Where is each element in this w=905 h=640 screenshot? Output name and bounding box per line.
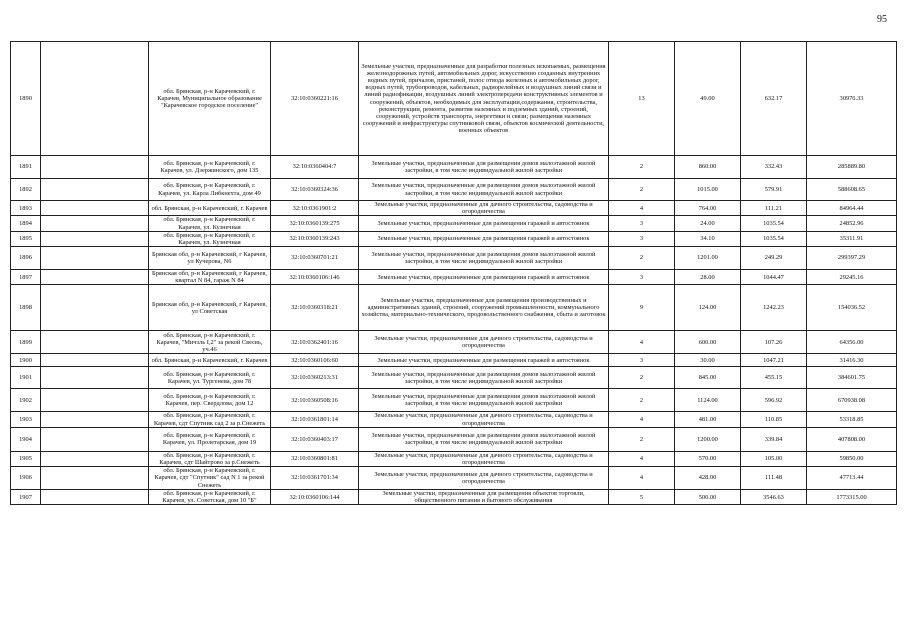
address-cell: обл. Брянская, р-н Карачевский, г. Карачев <box>149 201 271 216</box>
cadastral-value-cell: 154036.52 <box>807 285 897 331</box>
unit-value-cell: 1035.54 <box>741 216 807 231</box>
table-row <box>11 201 897 216</box>
group-cell: 3 <box>609 270 675 285</box>
unit-value-cell: 339.84 <box>741 427 807 451</box>
address-cell: обл. Брянская, р-н Карачевский, г. Карачев, ул. Пролетарская, дом 19 <box>149 427 271 451</box>
cadastral-value-cell: 285889.80 <box>807 156 897 179</box>
address-cell: обл. Брянская, р-н Карачевский, г. Карачев, "Мичзль I,2" за рекой Свесвь, уч.46 <box>149 331 271 354</box>
group-cell: 4 <box>609 331 675 354</box>
address-cell: обл. Брянская, р-н Карачевский, г. Карачев, ул. Кузнечная <box>149 231 271 246</box>
cadastral-number-cell: 32:10:0360324:36 <box>271 179 359 201</box>
table-row <box>11 231 897 246</box>
group-cell: 2 <box>609 179 675 201</box>
cadastral-value-cell: 588608.65 <box>807 179 897 201</box>
address-cell: обл. Брянская, р-н Карачевский, г. Карачев, сдт "Спутник" сад N 1 за рекой Снежеть <box>149 467 271 490</box>
land-use-cell: Земельные участки, предназначенные для дачного строительства, садоводства и огородничества <box>359 467 609 490</box>
empty-cell <box>41 490 149 505</box>
table-row <box>11 331 897 354</box>
address-cell: обл. Брянская, р-н Карачевский, г. Карачев, ул. Тургенева, дом 78 <box>149 367 271 389</box>
row-number: 1891 <box>11 156 41 179</box>
empty-cell <box>41 367 149 389</box>
area-cell: 1200.00 <box>675 427 741 451</box>
cadastral-number-cell: 32:10:0360801:81 <box>271 451 359 466</box>
empty-cell <box>41 412 149 427</box>
cadastral-number-cell: 32:10:0360318:21 <box>271 285 359 331</box>
row-number: 1893 <box>11 201 41 216</box>
address-cell: обл. Брянская, р-н Карачевский, г. Карачев, сдт Спутник сад 2 за р.Снежеть <box>149 412 271 427</box>
empty-cell <box>41 179 149 201</box>
empty-cell <box>41 285 149 331</box>
address-cell: обл. Брянская, р-н Карачевский, г. Карачев, ул. Советская, дом 10 "Б" <box>149 490 271 505</box>
address-cell: обл. Брянская, р-н Карачевский, г. Карачев, пер. Свердлова, дом 12 <box>149 389 271 412</box>
table-row <box>11 389 897 412</box>
address-cell: обл. Брянская, р-н Карачевский, г. Карачев, ул. Дзержинского, дом 135 <box>149 156 271 179</box>
row-number: 1892 <box>11 179 41 201</box>
cadastral-value-cell: 64356.00 <box>807 331 897 354</box>
row-number: 1903 <box>11 412 41 427</box>
cadastral-number-cell: 32:10:0360701:21 <box>271 247 359 270</box>
address-cell: обл. Брянская, р-н Карачевский, г. Карачев, Муниципальное образование "Карачевское городское поселение" <box>149 42 271 156</box>
cadastral-value-cell: 24852.96 <box>807 216 897 231</box>
unit-value-cell: 3546.63 <box>741 490 807 505</box>
cadastral-number-cell: 32:10:0360139:275 <box>271 216 359 231</box>
cadastral-value-cell: 31416.30 <box>807 354 897 367</box>
address-cell: обл. Брянская, р-н Карачевский, г. Карачев, ул. Карла Либкнехта, дом 49 <box>149 179 271 201</box>
row-number: 1898 <box>11 285 41 331</box>
unit-value-cell: 1044.47 <box>741 270 807 285</box>
empty-cell <box>41 156 149 179</box>
empty-cell <box>41 467 149 490</box>
empty-cell <box>41 331 149 354</box>
land-use-cell: Земельные участки, предназначенные для размещения домов малоэтажной жилой застройки, в том числе индивидуальной жилой застройки <box>359 247 609 270</box>
cadastral-value-cell: 384601.75 <box>807 367 897 389</box>
row-number: 1899 <box>11 331 41 354</box>
empty-cell <box>41 389 149 412</box>
group-cell: 9 <box>609 285 675 331</box>
empty-cell <box>41 427 149 451</box>
page-number: 95 <box>877 14 887 25</box>
land-use-cell: Земельные участки, предназначенные для размещения гаражей и автостоянок <box>359 216 609 231</box>
area-cell: 24.00 <box>675 216 741 231</box>
group-cell: 2 <box>609 367 675 389</box>
group-cell: 2 <box>609 247 675 270</box>
table-row <box>11 490 897 505</box>
land-use-cell: Земельные участки, предназначенные для размещения гаражей и автостоянок <box>359 231 609 246</box>
cadastral-value-cell: 1773315.00 <box>807 490 897 505</box>
empty-cell <box>41 354 149 367</box>
empty-cell <box>41 231 149 246</box>
address-cell: обл. Брянская, р-н Карачевский, г. Карачев, ул. Кузнечная <box>149 216 271 231</box>
area-cell: 845.00 <box>675 367 741 389</box>
unit-value-cell: 1242.23 <box>741 285 807 331</box>
unit-value-cell: 111.21 <box>741 201 807 216</box>
table-row <box>11 179 897 201</box>
unit-value-cell: 596.92 <box>741 389 807 412</box>
table-row <box>11 427 897 451</box>
cadastral-number-cell: 32:10:0360404:7 <box>271 156 359 179</box>
table-row <box>11 42 897 156</box>
area-cell: 600.00 <box>675 331 741 354</box>
group-cell: 4 <box>609 467 675 490</box>
area-cell: 49.00 <box>675 42 741 156</box>
cadastral-number-cell: 32:10:0360139:243 <box>271 231 359 246</box>
unit-value-cell: 579.91 <box>741 179 807 201</box>
land-use-cell: Земельные участки, предназначенные для разработки полезных ископаемых, размещения железнодорожных путей, автомобильных дорог, искусственно созданных внутренних водных путей, причалов, пристаней, полос отвода железных и автомобильных дорог, водных путей, трубопроводов, кабельных, радиорелейных и воздушных линий связи и линий радиофикации, воздушных линий электропередачи конструктивных элементов и сооружений, объектов, необходимых для эксплуатации,содержания, строительства, реконструкции, ремонта, развития наземных и подземных зданий, строений, сооружений, устройств транспорта, энергетики и связи; размещения наземных сооружений и инфраструктуры спутниковой связи, объектов космической деятельности, военных объектов <box>359 42 609 156</box>
land-use-cell: Земельные участки, предназначенные для размещения домов малоэтажной жилой застройки, в том числе индивидуальной жилой застройки <box>359 179 609 201</box>
cadastral-number-cell: 32:10:0360508:16 <box>271 389 359 412</box>
row-number: 1902 <box>11 389 41 412</box>
group-cell: 5 <box>609 490 675 505</box>
address-cell: обл. Брянская, р-н Карачевский, г. Карачев <box>149 354 271 367</box>
unit-value-cell: 110.85 <box>741 412 807 427</box>
area-cell: 500.00 <box>675 490 741 505</box>
cadastral-number-cell: 32:10:0361701:34 <box>271 467 359 490</box>
cadastral-number-cell: 32:10:0362401:16 <box>271 331 359 354</box>
cadastral-value-cell: 29245.16 <box>807 270 897 285</box>
area-cell: 570.00 <box>675 451 741 466</box>
land-use-cell: Земельные участки, предназначенные для размещения производственных и административных зданий, строений, сооружений промышленности, коммунального хозяйства, материально-технического, продовольственного снабжения, сбыта и заготовок <box>359 285 609 331</box>
address-cell: Брянская обл, р-н Карачевский, г Карачев, квартал N 84, гараж N 84 <box>149 270 271 285</box>
cadastral-number-cell: 32:10:0360403:17 <box>271 427 359 451</box>
table-row <box>11 467 897 490</box>
row-number: 1906 <box>11 467 41 490</box>
unit-value-cell: 105.00 <box>741 451 807 466</box>
land-use-cell: Земельные участки, предназначенные для дачного строительства, садоводства и огородничества <box>359 412 609 427</box>
area-cell: 124.00 <box>675 285 741 331</box>
land-use-cell: Земельные участки, предназначенные для размещения гаражей и автостоянок <box>359 270 609 285</box>
group-cell: 13 <box>609 42 675 156</box>
land-use-cell: Земельные участки, предназначенные для размещения домов малоэтажной жилой застройки, в том числе индивидуальной жилой застройки <box>359 389 609 412</box>
empty-cell <box>41 247 149 270</box>
area-cell: 28.00 <box>675 270 741 285</box>
area-cell: 34.10 <box>675 231 741 246</box>
unit-value-cell: 1047.21 <box>741 354 807 367</box>
land-use-cell: Земельные участки, предназначенные для дачного строительства, садоводства и огородничества <box>359 201 609 216</box>
group-cell: 2 <box>609 389 675 412</box>
cadastral-number-cell: 32:10:0360106:146 <box>271 270 359 285</box>
cadastral-value-cell: 35311.91 <box>807 231 897 246</box>
table-body <box>11 42 897 505</box>
cadastral-value-cell: 299397.29 <box>807 247 897 270</box>
group-cell: 3 <box>609 231 675 246</box>
unit-value-cell: 249.29 <box>741 247 807 270</box>
cadastral-value-cell: 59850.00 <box>807 451 897 466</box>
table-row <box>11 451 897 466</box>
unit-value-cell: 455.15 <box>741 367 807 389</box>
address-cell: обл. Брянская, р-н Карачевский, г. Карачев, сдт Шайтрово за р.Снежеть <box>149 451 271 466</box>
cadastral-value-cell: 53318.85 <box>807 412 897 427</box>
row-number: 1907 <box>11 490 41 505</box>
area-cell: 1124.00 <box>675 389 741 412</box>
land-use-cell: Земельные участки, предназначенные для размещения домов малоэтажной жилой застройки, в том числе индивидуальной жилой застройки <box>359 427 609 451</box>
table-row <box>11 354 897 367</box>
empty-cell <box>41 451 149 466</box>
land-use-cell: Земельные участки, предназначенные для размещения домов малоэтажной жилой застройки, в том числе индивидуальной жилой застройки <box>359 156 609 179</box>
group-cell: 4 <box>609 201 675 216</box>
row-number: 1900 <box>11 354 41 367</box>
table-row <box>11 270 897 285</box>
area-cell: 428.00 <box>675 467 741 490</box>
row-number: 1897 <box>11 270 41 285</box>
cadastral-value-cell: 407808.00 <box>807 427 897 451</box>
cadastral-value-cell: 30976.33 <box>807 42 897 156</box>
cadastral-number-cell: 32:10:0360106:144 <box>271 490 359 505</box>
land-use-cell: Земельные участки, предназначенные для размещения гаражей и автостоянок <box>359 354 609 367</box>
group-cell: 3 <box>609 216 675 231</box>
cadastral-number-cell: 32:10:0361801:14 <box>271 412 359 427</box>
group-cell: 2 <box>609 156 675 179</box>
row-number: 1896 <box>11 247 41 270</box>
empty-cell <box>41 201 149 216</box>
cadastral-number-cell: 32:10:0360221:16 <box>271 42 359 156</box>
area-cell: 1201.00 <box>675 247 741 270</box>
unit-value-cell: 332.43 <box>741 156 807 179</box>
land-use-cell: Земельные участки, предназначенные для дачного строительства, садоводства и огородничества <box>359 451 609 466</box>
row-number: 1905 <box>11 451 41 466</box>
row-number: 1895 <box>11 231 41 246</box>
empty-cell <box>41 270 149 285</box>
row-number: 1890 <box>11 42 41 156</box>
unit-value-cell: 107.26 <box>741 331 807 354</box>
area-cell: 860.00 <box>675 156 741 179</box>
empty-cell <box>41 216 149 231</box>
cadastral-value-table <box>10 41 897 505</box>
land-use-cell: Земельные участки, предназначенные для дачного строительства, садоводства и огородничества <box>359 331 609 354</box>
group-cell: 4 <box>609 412 675 427</box>
group-cell: 2 <box>609 427 675 451</box>
table-row <box>11 412 897 427</box>
area-cell: 481.00 <box>675 412 741 427</box>
table-row <box>11 285 897 331</box>
unit-value-cell: 1035.54 <box>741 231 807 246</box>
cadastral-value-cell: 670938.08 <box>807 389 897 412</box>
group-cell: 4 <box>609 451 675 466</box>
table-row <box>11 247 897 270</box>
row-number: 1904 <box>11 427 41 451</box>
cadastral-number-cell: 32:10:0360213:31 <box>271 367 359 389</box>
empty-cell <box>41 42 149 156</box>
cadastral-value-cell: 84964.44 <box>807 201 897 216</box>
table-row <box>11 367 897 389</box>
area-cell: 30.00 <box>675 354 741 367</box>
address-cell: Брянская обл, р-н Карачевский, г Карачев, ул Кучерова, N6 <box>149 247 271 270</box>
cadastral-value-cell: 47713.44 <box>807 467 897 490</box>
row-number: 1894 <box>11 216 41 231</box>
unit-value-cell: 632.17 <box>741 42 807 156</box>
table-row <box>11 156 897 179</box>
unit-value-cell: 111.48 <box>741 467 807 490</box>
area-cell: 1015.00 <box>675 179 741 201</box>
land-use-cell: Земельные участки, предназначенные для размещения объектов торговли, общественного питания и бытового обслуживания <box>359 490 609 505</box>
group-cell: 3 <box>609 354 675 367</box>
area-cell: 764.00 <box>675 201 741 216</box>
cadastral-number-cell: 32:10:0360106:60 <box>271 354 359 367</box>
land-use-cell: Земельные участки, предназначенные для размещения домов малоэтажной жилой застройки, в том числе индивидуальной жилой застройки <box>359 367 609 389</box>
row-number: 1901 <box>11 367 41 389</box>
address-cell: Брянская обл, р-н Карачевский, г Карачев, ул Советская <box>149 285 271 331</box>
cadastral-number-cell: 32:10:0361901:2 <box>271 201 359 216</box>
table-row <box>11 216 897 231</box>
